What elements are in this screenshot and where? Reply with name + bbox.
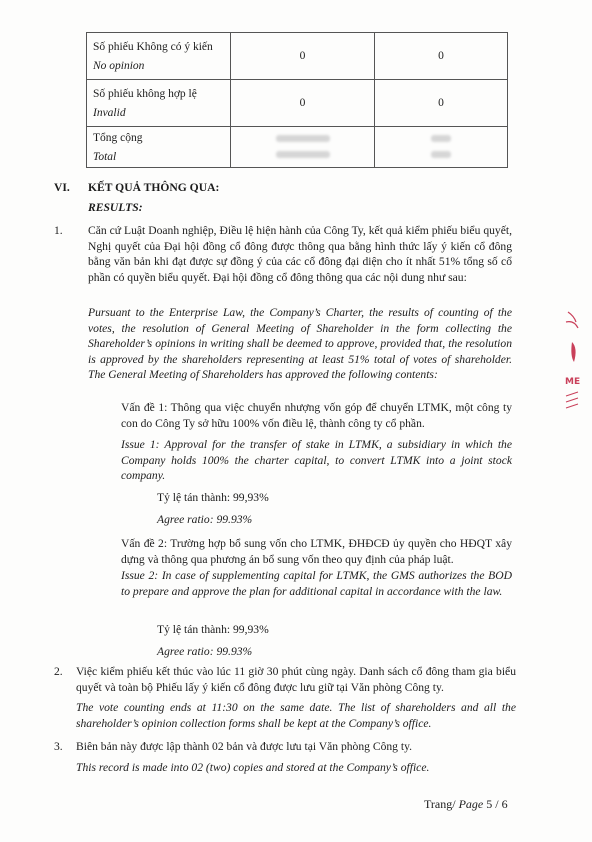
item-text-en: The vote counting ends at 11:30 on the same date. The list of shareholders and all the shareholder’s opinion collection forms shall be kept at the Company’s office. — [76, 701, 516, 730]
issue-2-ratio-vi: Tỷ lệ tán thành: 99,93% — [157, 623, 269, 636]
section-number: VI. — [54, 181, 70, 194]
page-number: Trang/ Page 5 / 6 — [424, 797, 508, 811]
row-label-en: No opinion — [93, 60, 145, 72]
issue-1-ratio-vi: Tỷ lệ tán thành: 99,93% — [157, 491, 269, 504]
stamp-fragment — [564, 308, 582, 421]
item-text-en: Pursuant to the Enterprise Law, the Company’s Charter, the results of counting of the votes, the resolution of General Meeting of Shareholder in the form collecting the Shareholder’s opinions in writing shall be deemed to approve, provided that, the resolution is approved by the shareholders representing at least 51% total of votes of shareholder. The General Meeting of Shareholders has approved the following contents: — [88, 306, 512, 381]
vote-results-table — [86, 32, 508, 168]
table-cell-value: 0 — [231, 80, 375, 127]
item-text-vi: Biên bản này được lập thành 02 bản và được lưu tại Văn phòng Công ty. — [76, 740, 413, 753]
table-row — [87, 33, 508, 80]
item-number: 3. — [54, 740, 63, 753]
table-row — [87, 127, 508, 168]
table-cell-value-redacted — [375, 127, 508, 168]
row-label-vi: Số phiếu không hợp lệ — [93, 88, 197, 100]
table-cell-label — [87, 127, 231, 168]
table-row — [87, 80, 508, 127]
issue-2-text-en: Issue 2: In case of supplementing capital for LTMK, the GMS authorizes the BOD to prepare and approve the plan for additional capital in accordance with the law. — [121, 569, 512, 598]
issue-2-text-vi: Vấn đề 2: Trường hợp bổ sung vốn cho LTMK, ĐHĐCĐ ủy quyền cho HĐQT xây dựng và thông qua phương án bổ sung vốn theo quy định của pháp luật. — [121, 537, 512, 566]
issue-1-text-vi: Vấn đề 1: Thông qua việc chuyển nhượng vốn góp để chuyển LTMK, một công ty con do Công Ty sở hữu 100% vốn điều lệ, thành công ty cổ phần. — [121, 401, 512, 430]
redaction-mark — [431, 135, 451, 142]
table-cell-label — [87, 33, 231, 80]
table-cell-value: 0 — [231, 33, 375, 80]
redaction-mark — [276, 151, 330, 158]
issue-1-ratio-en: Agree ratio: 99.93% — [157, 513, 253, 526]
redaction-mark — [276, 135, 330, 142]
table-cell-label — [87, 80, 231, 127]
section-title-en: RESULTS: — [88, 201, 143, 214]
item-text-vi: Việc kiểm phiếu kết thúc vào lúc 11 giờ 30 phút cùng ngày. Danh sách cổ đông tham gia biểu quyết và toàn bộ Phiếu lấy ý kiến cổ đông được lưu giữ tại Văn phòng Công ty. — [76, 665, 516, 694]
row-label-vi: Số phiếu Không có ý kiến — [93, 41, 213, 53]
row-label-vi: Tổng cộng — [93, 132, 143, 144]
item-text-vi: Căn cứ Luật Doanh nghiệp, Điều lệ hiện hành của Công Ty, kết quả kiểm phiếu biểu quyết, Nghị quyết của Đại hội đồng cổ đông được thông qua bằng hình thức lấy ý kiến cổ đông bằng văn bản khi đạt được sự đồng ý của các cổ đông đại diện cho ít nhất 51% tổng số cổ phần có quyền biểu quyết. Đại hội đồng cổ đông thông qua các nội dung như sau: — [88, 224, 512, 284]
table-cell-value-redacted — [231, 127, 375, 168]
section-title-vi: KẾT QUẢ THÔNG QUA: — [88, 181, 220, 194]
issue-2-ratio-en: Agree ratio: 99.93% — [157, 645, 253, 658]
item-text-en: This record is made into 02 (two) copies and stored at the Company’s office. — [76, 761, 430, 774]
svg-text:ME: ME — [565, 377, 581, 387]
row-label-en: Total — [93, 151, 117, 163]
table-cell-value: 0 — [375, 80, 508, 127]
item-number: 1. — [54, 224, 63, 237]
item-number: 2. — [54, 665, 63, 678]
row-label-en: Invalid — [93, 107, 126, 119]
issue-1-text-en: Issue 1: Approval for the transfer of stake in LTMK, a subsidiary in which the Company holds 100% the charter capital, to convert LTMK into a joint stock company. — [121, 438, 512, 482]
redaction-mark — [431, 151, 451, 158]
table-cell-value: 0 — [375, 33, 508, 80]
